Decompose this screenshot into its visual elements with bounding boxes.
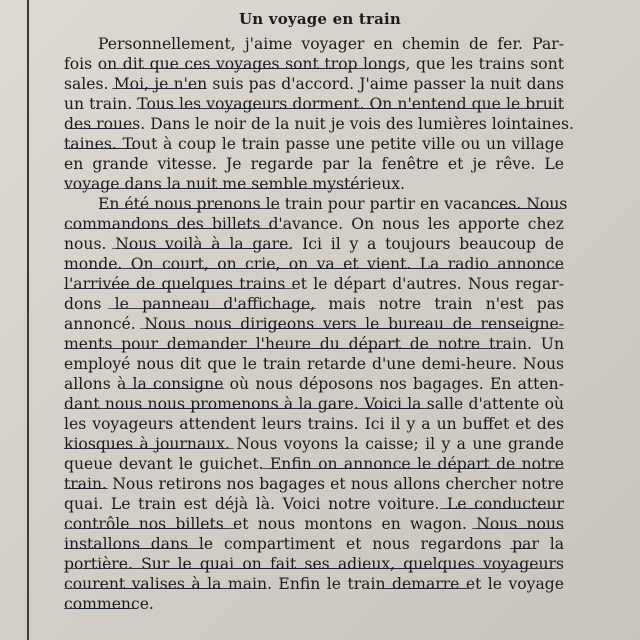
pen-underline xyxy=(112,88,206,89)
text-line: commence. xyxy=(64,595,154,613)
text-line: annoncé. Nous nous dirigeons vers le bureau de renseigne- xyxy=(64,315,564,333)
pen-underline xyxy=(510,548,532,549)
text-line: train. Nous retirons nos bagages et nous allons chercher notre xyxy=(64,475,564,493)
text-line: courent valises à la main. Enfin le train demarre et le voyage xyxy=(64,575,564,593)
margin-rule xyxy=(27,0,29,640)
text-line: installons dans le compartiment et nous regardons par la xyxy=(64,535,564,553)
text-line: fois on dit que ces voyages sont trop longs, que les trains sont xyxy=(64,55,564,73)
text-line: commandons des billets d'avance. On nous les apporte chez xyxy=(64,215,564,233)
pen-underline xyxy=(100,68,400,69)
pen-underline xyxy=(354,408,434,409)
text-line: monde. On court, on crie, on va et vient. La radio annonce xyxy=(64,255,564,273)
pen-underline xyxy=(64,528,238,529)
text-line: voyage dans la nuit me semble mystérieux. xyxy=(64,175,405,193)
text-line: En été nous prenons le train pour partir en vacances. Nous xyxy=(98,195,568,213)
pen-underline xyxy=(64,568,560,569)
pen-underline xyxy=(112,248,290,249)
pen-underline xyxy=(136,108,564,109)
pen-underline xyxy=(484,208,564,209)
text-line: les voyageurs attendent leurs trains. Ici il y a un buffet et des xyxy=(64,415,564,433)
text-line: quai. Le train est déjà là. Voici notre voiture. Le conducteur xyxy=(64,495,564,513)
page-title: Un voyage en train xyxy=(238,10,402,28)
text-line: dant nous nous promenons à la gare. Voici la salle d'attente où xyxy=(64,395,564,413)
text-line: queue devant le guichet. Enfin on annonce le départ de notre xyxy=(64,455,564,473)
pen-underline xyxy=(64,448,234,449)
text-line: ments pour demander l'heure du départ de notre train. Un xyxy=(64,335,564,353)
pen-underline xyxy=(108,308,316,309)
text-line: taines. Tout à coup le train passe une petite ville ou un village xyxy=(64,135,564,153)
pen-underline xyxy=(124,388,224,389)
pen-underline xyxy=(64,188,364,189)
text-line: contrôle nos billets et nous montons en wagon. Nous nous xyxy=(64,515,564,533)
pen-underline xyxy=(64,408,350,409)
text-line: en grande vitesse. Je regarde par la fenêtre et je rêve. Le xyxy=(64,155,564,173)
text-line: nous. Nous voilà à la gare. Ici il y a toujours beaucoup de xyxy=(64,235,564,253)
pen-underline xyxy=(64,268,564,269)
text-line: l'arrivée de quelques trains et le départ d'autres. Nous regar- xyxy=(64,275,564,293)
pen-underline xyxy=(64,548,204,549)
text-line: portière. Sur le quai on fait ses adieux, quelques voyageurs xyxy=(64,555,564,573)
pen-underline xyxy=(64,228,284,229)
text-line: sales. Moi, je n'en suis pas d'accord. J'aime passer la nuit dans xyxy=(64,75,564,93)
pen-underline xyxy=(64,288,294,289)
pen-underline xyxy=(100,208,280,209)
pen-underline xyxy=(260,468,564,469)
text-line: un train. Tous les voyageurs dorment. On n'entend que le bruit xyxy=(64,95,564,113)
text-line: des roues. Dans le noir de la nuit je vois des lumières lointaines. xyxy=(64,115,574,133)
text-line: Personnellement, j'aime voyager en chemin de fer. Par- xyxy=(98,35,564,53)
text-line: kiosques à journaux. Nous voyons la caisse; il y a une grande xyxy=(64,435,564,453)
text-line: dons le panneau d'affichage, mais notre train n'est pas xyxy=(64,295,564,313)
pen-underline xyxy=(64,588,264,589)
pen-underline xyxy=(380,588,470,589)
pen-underline xyxy=(66,128,136,129)
text-line: allons à la consigne où nous déposons nos bagages. En atten- xyxy=(64,375,564,393)
pen-underline xyxy=(440,508,564,509)
text-line: employé nous dit que le train retarde d'une demi-heure. Nous xyxy=(64,355,564,373)
pen-underline xyxy=(140,328,564,329)
